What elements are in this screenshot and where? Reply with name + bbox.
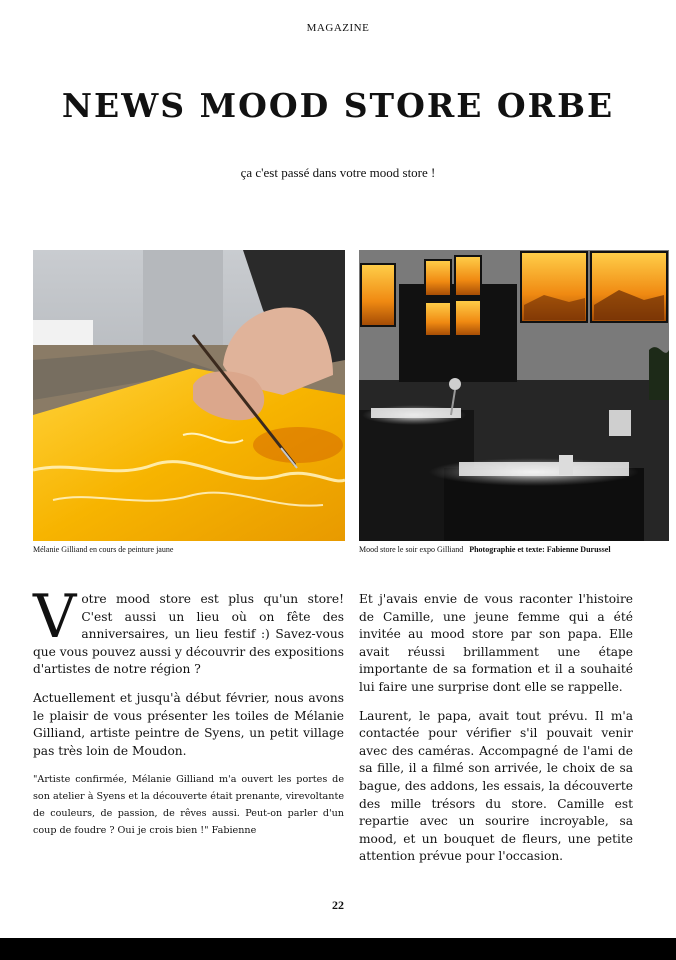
paragraph-laurent: Laurent, le papa, avait tout prévu. Il m'a contactée pour vérifier s'il pouvait venir avec des caméras. Accompagné de l'ami de sa fille, il a filmé son arrivée, le choix de sa bague, des addons, les essais, la découverte des mille trésors du store. Camille est repartie avec un sourire incroyable, sa mood, et un bouquet de fleurs, une petite attention prévue pour l'occasion. <box>359 708 633 864</box>
bottom-bar <box>0 938 676 960</box>
gallery-evening-illustration <box>359 250 669 541</box>
intro-paragraph <box>33 582 344 679</box>
caption-right <box>359 545 611 554</box>
caption-left: Mélanie Gilliand en cours de peinture jaune <box>33 545 174 554</box>
page-number: 22 <box>332 898 344 912</box>
article-column-right <box>359 591 633 877</box>
drop-cap: V <box>33 582 77 652</box>
photo-gallery-evening <box>359 250 669 541</box>
paragraph-exhibition: Actuellement et jusqu'à début février, nous avons le plaisir de vous présenter les toiles de Mélanie Gilliand, artiste peintre de Syens, un petit village pas très loin de Moudon. <box>33 690 344 758</box>
paragraph-camille: Et j'avais envie de vous raconter l'histoire de Camille, une jeune femme qui a été invitée au mood store par son papa. Elle avait réussi brillamment une étape importante de sa formation et il a souhaité lui faire une surprise dont elle se rappelle. <box>359 592 633 694</box>
page-subtitle: ça c'est passé dans votre mood store ! <box>240 165 436 180</box>
section-label: MAGAZINE <box>306 22 370 34</box>
artist-painting-illustration <box>33 250 345 541</box>
caption-right-text: Mood store le soir expo Gilliand <box>359 545 464 554</box>
photo-artist-painting <box>33 250 345 541</box>
article-column-left <box>33 582 344 839</box>
photo-credit: Photographie et texte: Fabienne Durussel <box>469 545 611 554</box>
artist-quote: "Artiste confirmée, Mélanie Gilliand m'a ouvert les portes de son atelier à Syens et la découverte était prenante, virevoltante de couleurs, de passion, de rêves aussi. Peut-on parler d'un coup de foudre ? Oui je crois bien !" Fabienne <box>33 774 344 837</box>
page-title: NEWS MOOD STORE ORBE <box>61 86 615 125</box>
intro-text: otre mood store est plus qu'un store! C'est aussi un lieu où on fête des anniversaires, un lieu festif :) Savez-vous que vous pouvez aussi y découvrir des expositions d'artistes de notre région ? <box>33 592 344 677</box>
